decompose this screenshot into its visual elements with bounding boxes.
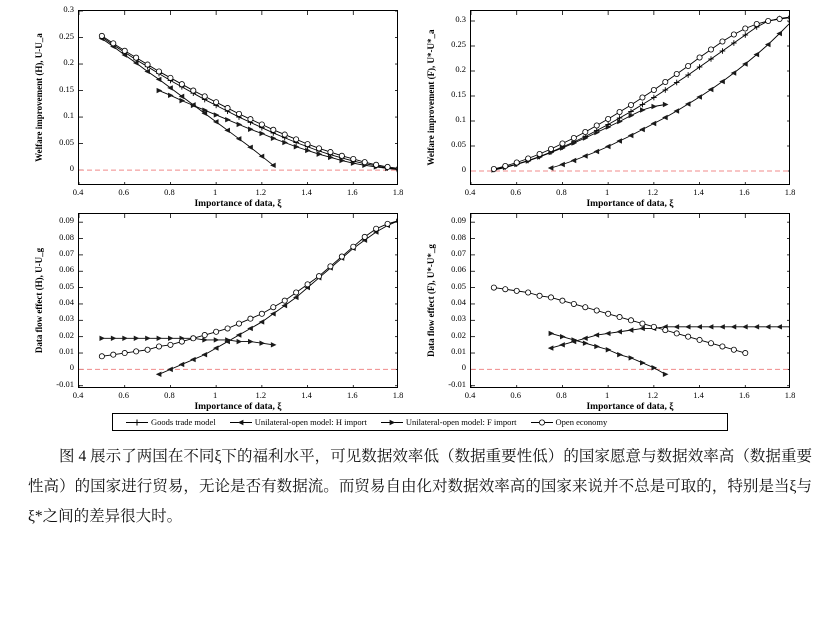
caption-text: 图 4 展示了两国在不同ξ下的福利水平，可见数据效率低（数据重要性低）的国家愿意与数据效率高（数据重要性高）的国家进行贸易，无论是否有数据流。而贸易自由化对数据效率高的国家来说并不总是可取的，特别是当ξ与ξ*之间的差异很大时。 <box>28 448 812 526</box>
y-axis-label: Welfare improvement (F), U*-U*_a <box>426 29 436 166</box>
x-tick-label: 0.8 <box>164 390 175 400</box>
x-tick-label: 1.8 <box>392 390 404 400</box>
y-tick-label: 0.08 <box>451 231 466 242</box>
x-tick-label: 1 <box>213 390 218 400</box>
legend-marker-circle-icon <box>531 418 556 427</box>
x-tick-label: 1.2 <box>255 187 267 197</box>
y-tick-label: 0 <box>69 362 74 373</box>
y-tick-label: 0.2 <box>455 64 466 74</box>
x-tick-label: 1.6 <box>346 187 358 197</box>
y-tick-label: 0.05 <box>59 136 74 147</box>
x-tick-label: 1.6 <box>738 187 750 197</box>
y-tick-label: -0.01 <box>56 378 74 389</box>
x-tick-label: 1.6 <box>346 390 358 400</box>
y-tick-label: 0 <box>461 362 466 373</box>
y-tick-label: 0.04 <box>59 296 74 307</box>
plot-area-panel_c <box>78 213 398 388</box>
legend-item <box>531 417 608 427</box>
plot-area-panel_b <box>470 10 790 185</box>
x-tick-label: 0.6 <box>118 187 130 197</box>
x-tick-label: 1.8 <box>392 187 404 197</box>
y-tick-label: 0.01 <box>451 346 466 357</box>
y-tick-label: 0.01 <box>59 346 74 357</box>
legend-marker-right-triangle-icon <box>381 418 406 427</box>
y-tick-label: 0.03 <box>451 313 466 324</box>
x-tick-label: 1.4 <box>301 390 312 400</box>
x-tick-label: 1.4 <box>301 187 312 197</box>
y-tick-label: 0.3 <box>63 4 74 14</box>
y-tick-label: 0.05 <box>451 280 466 291</box>
x-tick-label: 1 <box>213 187 218 197</box>
y-tick-label: 0.06 <box>59 264 74 275</box>
x-tick-label: 0.4 <box>72 187 84 197</box>
x-tick-label: 1.8 <box>784 390 796 400</box>
x-tick-label: 0.8 <box>556 390 567 400</box>
y-tick-label: 0.03 <box>59 313 74 324</box>
y-tick-label: 0.05 <box>451 139 466 149</box>
x-tick-label: 1.4 <box>693 187 704 197</box>
x-axis-label: Importance of data, ξ <box>194 199 282 209</box>
legend-item-label: Unilateral-open model: F import <box>405 417 517 427</box>
y-tick-label: 0.06 <box>451 264 466 275</box>
y-tick-label: 0.1 <box>455 114 466 124</box>
x-tick-label: 0.6 <box>118 390 130 400</box>
x-tick-label: 0.8 <box>164 187 175 197</box>
x-tick-label: 0.4 <box>464 390 476 400</box>
x-tick-label: 0.6 <box>510 187 522 197</box>
chart-legend <box>112 413 728 431</box>
x-tick-label: 1.4 <box>693 390 704 400</box>
x-tick-label: 1.2 <box>255 390 267 400</box>
y-tick-label: 0 <box>69 163 74 174</box>
y-tick-label: 0.02 <box>451 329 466 340</box>
y-tick-label: -0.01 <box>448 378 466 389</box>
x-axis-label: Importance of data, ξ <box>586 199 674 209</box>
x-tick-label: 0.8 <box>556 187 567 197</box>
legend-marker-plus-icon <box>126 418 151 427</box>
y-tick-label: 0.07 <box>451 247 466 258</box>
y-tick-label: 0.09 <box>59 215 74 226</box>
x-tick-label: 0.4 <box>72 390 84 400</box>
y-tick-label: 0.04 <box>451 296 466 307</box>
x-axis-label: Importance of data, ξ <box>194 402 282 412</box>
y-tick-label: 0.3 <box>455 14 466 24</box>
y-tick-label: 0.02 <box>59 329 74 340</box>
y-axis-label: Welfare improvement (H), U-U_a <box>34 33 44 162</box>
x-axis-label: Importance of data, ξ <box>586 402 674 412</box>
plot-area-panel_d <box>470 213 790 388</box>
y-axis-label: Data flow effect (H), U-U_g <box>34 247 44 354</box>
x-tick-label: 0.6 <box>510 390 522 400</box>
x-tick-label: 1.6 <box>738 390 750 400</box>
y-tick-label: 0.07 <box>59 247 74 258</box>
y-tick-label: 0.25 <box>451 39 466 49</box>
y-tick-label: 0.08 <box>59 231 74 242</box>
legend-item-label: Goods trade model <box>151 417 216 427</box>
y-tick-label: 0.1 <box>63 110 74 121</box>
x-tick-label: 1.2 <box>647 187 659 197</box>
legend-item-label: Open economy <box>555 417 608 427</box>
y-tick-label: 0.09 <box>451 215 466 226</box>
y-tick-label: 0.2 <box>63 57 74 68</box>
y-axis-label: Data flow effect (F), U*-U*_g <box>426 244 436 357</box>
figure-caption <box>0 430 840 533</box>
plot-area-panel_a <box>78 10 398 185</box>
x-tick-label: 1.8 <box>784 187 796 197</box>
y-tick-label: 0.15 <box>451 89 466 99</box>
x-tick-label: 1 <box>605 187 610 197</box>
x-tick-label: 0.4 <box>464 187 476 197</box>
y-tick-label: 0.15 <box>59 83 74 94</box>
y-tick-label: 0.25 <box>59 30 74 41</box>
legend-item <box>126 417 216 427</box>
y-tick-label: 0 <box>461 164 466 174</box>
legend-item-label: Unilateral-open model: H import <box>254 417 367 427</box>
legend-marker-left-triangle-icon <box>230 418 255 427</box>
legend-item <box>230 417 367 427</box>
x-tick-label: 1 <box>605 390 610 400</box>
x-tick-label: 1.2 <box>647 390 659 400</box>
y-tick-label: 0.05 <box>59 280 74 291</box>
legend-item <box>381 417 517 427</box>
